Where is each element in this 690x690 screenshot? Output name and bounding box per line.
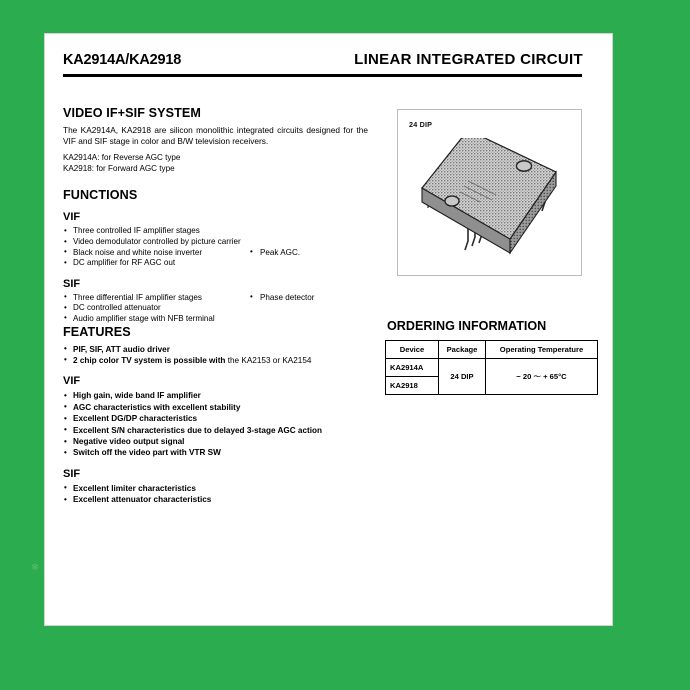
features-sif-heading: SIF <box>63 467 81 480</box>
overview-description: The KA2914A, KA2918 are silicon monolithic integrated circuits designed for the VIF and SIF stage in color and B/W television receivers. <box>63 125 368 147</box>
features-list <box>63 344 393 367</box>
ordering-information-section <box>385 319 600 395</box>
features-vif-heading: VIF <box>63 375 81 388</box>
list-item: • PIF, SIF, ATT audio driver <box>63 344 393 355</box>
list-item-phase-detector: • Phase detector <box>248 293 314 304</box>
column-header-package: Package <box>439 341 486 359</box>
left-content-column <box>63 106 393 506</box>
overview-heading: VIDEO IF+SIF SYSTEM <box>63 106 202 120</box>
list-item: • Video demodulator controlled by picture carrier <box>63 237 393 248</box>
column-header-operating-temperature: Operating Temperature <box>486 341 598 359</box>
cell-device: KA2918 <box>386 377 439 395</box>
functions-sif-heading: SIF <box>63 277 81 290</box>
list-item <box>63 293 393 304</box>
package-figure-label: 24 DIP <box>409 120 433 129</box>
cell-operating-temperature: − 20 ～ + 65°C <box>486 359 598 395</box>
list-item: • Excellent limiter characteristics <box>63 483 393 494</box>
list-item-text-normal: the KA2153 or KA2154 <box>227 355 312 365</box>
list-item: • Negative video output signal <box>63 436 393 447</box>
datasheet-page <box>45 34 612 625</box>
corner-watermark: ✻ <box>31 562 39 572</box>
functions-heading: FUNCTIONS <box>63 188 138 203</box>
header-part-numbers: KA2914A/KA2918 <box>63 52 182 68</box>
features-sif-list <box>63 483 393 506</box>
features-heading: FEATURES <box>63 324 131 339</box>
list-item: • AGC characteristics with excellent stability <box>63 402 393 413</box>
page-header <box>63 51 583 68</box>
list-item: • High gain, wide band IF amplifier <box>63 390 393 401</box>
ordering-heading: ORDERING INFORMATION <box>387 319 547 333</box>
dip-package-icon <box>408 138 568 271</box>
functions-vif-list <box>63 226 393 268</box>
features-vif-list <box>63 390 393 458</box>
list-item <box>63 355 393 366</box>
header-divider-rule <box>63 74 582 77</box>
table-row <box>386 359 598 377</box>
list-item <box>63 248 393 259</box>
column-header-device: Device <box>386 341 439 359</box>
list-item: • Audio amplifier stage with NFB terminal <box>63 314 393 325</box>
list-item: • Excellent DG/DP characteristics <box>63 413 393 424</box>
cell-device: KA2914A <box>386 359 439 377</box>
list-item: • Three controlled IF amplifier stages <box>63 226 393 237</box>
package-figure-box <box>397 109 582 276</box>
list-item-text-bold: 2 chip color TV system is possible with <box>73 355 226 365</box>
table-header-row <box>386 341 598 359</box>
list-item: • DC amplifier for RF AGC out <box>63 258 393 269</box>
overview-note-reverse-agc: KA2914A: for Reverse AGC type <box>63 153 181 163</box>
functions-vif-heading: VIF <box>63 211 81 224</box>
ordering-table <box>385 340 598 395</box>
list-item: • Excellent attenuator characteristics <box>63 494 393 505</box>
overview-note-forward-agc: KA2918: for Forward AGC type <box>63 164 175 174</box>
functions-sif-list <box>63 293 393 325</box>
header-document-title: LINEAR INTEGRATED CIRCUIT <box>354 51 583 68</box>
list-item: • Excellent S/N characteristics due to delayed 3-stage AGC action <box>63 425 393 436</box>
list-item-peak-agc: • Peak AGC. <box>248 248 300 259</box>
cell-package: 24 DIP <box>439 359 486 395</box>
list-item: • DC controlled attenuator <box>63 303 393 314</box>
list-item: • Switch off the video part with VTR SW <box>63 447 393 458</box>
list-item-text: • Black noise and white noise inverter <box>73 247 203 257</box>
list-item-text: • Three differential IF amplifier stages <box>73 292 202 302</box>
